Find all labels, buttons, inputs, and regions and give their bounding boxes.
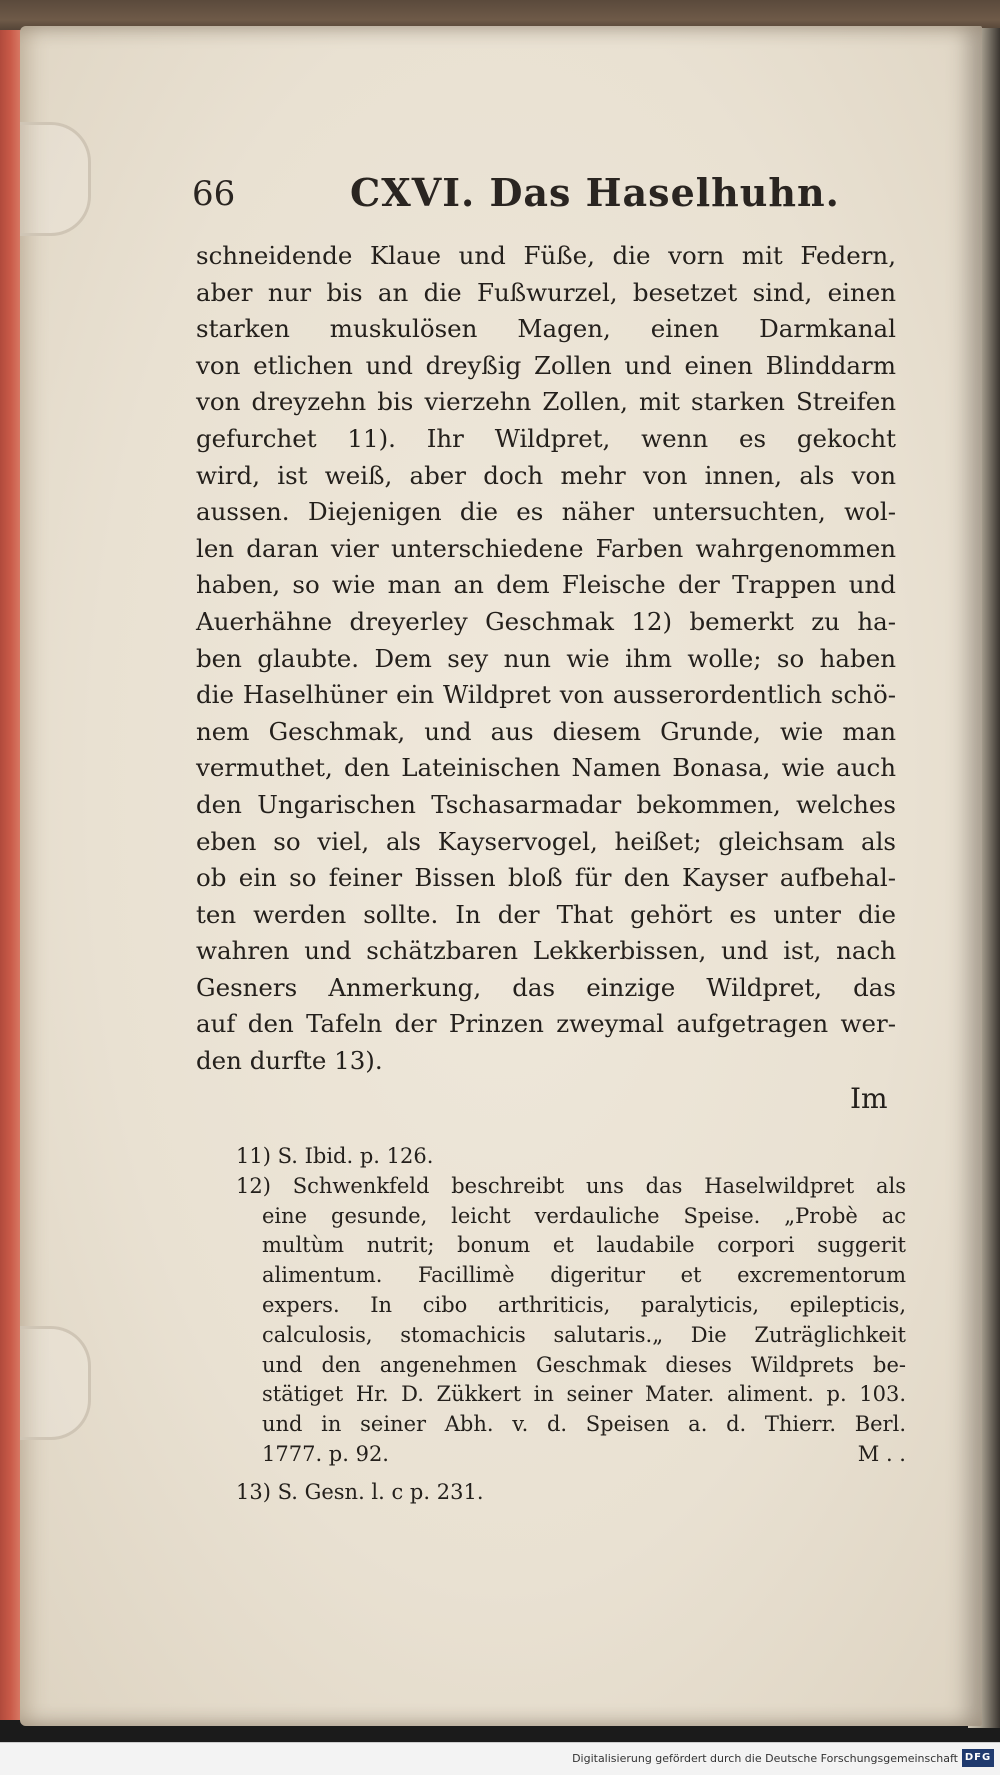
text-line: ten werden sollte. In der That gehört es unter die bbox=[196, 899, 896, 929]
body-text bbox=[196, 238, 896, 1080]
footnote-12-line: multùm nutrit; bonum et laudabile corpori suggerit bbox=[262, 1233, 906, 1258]
text-line: Auerhähne dreyerley Geschmak 12) bemerkt zu ha- bbox=[196, 606, 896, 636]
text-line: vermuthet, den Lateinischen Namen Bonasa, wie auch bbox=[196, 753, 896, 783]
footnote-12-line: stätiget Hr. D. Zükkert in seiner Mater. aliment. p. 103. bbox=[262, 1382, 906, 1407]
footnote-12-line: und den angenehmen Geschmak dieses Wildprets be- bbox=[262, 1352, 906, 1377]
text-line: den durfte 13). bbox=[196, 1046, 383, 1076]
text-line: starken muskulösen Magen, einen Darmkanal bbox=[196, 314, 896, 344]
running-title: CXVI. Das Haselhuhn. bbox=[350, 170, 840, 215]
text-line: Gesners Anmerkung, das einzige Wildpret, das bbox=[196, 972, 896, 1002]
digitization-footer bbox=[0, 1742, 1000, 1775]
text-line: aussen. Diejenigen die es näher untersuchten, wol- bbox=[196, 497, 896, 527]
text-line: len daran vier unterschiedene Farben wahrgenommen bbox=[196, 533, 896, 563]
text-line: eben so viel, als Kayservogel, heißet; gleichsam als bbox=[196, 826, 896, 856]
footnote-12-line: 12) Schwenkfeld beschreibt uns das Haselwildpret als bbox=[236, 1173, 906, 1198]
text-line: den Ungarischen Tschasarmadar bekommen, welches bbox=[196, 789, 896, 819]
text-line: von etlichen und dreyßig Zollen und einen Blinddarm bbox=[196, 350, 896, 380]
page-clip-lower bbox=[20, 1326, 91, 1440]
text-line: haben, so wie man an dem Fleische der Trappen und bbox=[196, 570, 896, 600]
footnote-12-line: und in seiner Abh. v. d. Speisen a. d. Thierr. Berl. bbox=[262, 1412, 906, 1437]
text-line: wird, ist weiß, aber doch mehr von innen, als von bbox=[196, 460, 896, 490]
text-line: schneidende Klaue und Füße, die vorn mit Federn, bbox=[196, 241, 896, 270]
signature-mark: M . . bbox=[857, 1441, 906, 1466]
page-number: 66 bbox=[192, 174, 236, 214]
text-line: nem Geschmak, und aus diesem Grunde, wie man bbox=[196, 716, 896, 746]
footnote-12-line: 1777. p. 92. bbox=[262, 1441, 389, 1466]
dfg-logo: DFG bbox=[962, 1749, 994, 1767]
text-line: die Haselhüner ein Wildpret von ausserordentlich schö- bbox=[196, 680, 896, 710]
text-line: wahren und schätzbaren Lekkerbissen, und ist, nach bbox=[196, 936, 896, 966]
text-line: auf den Tafeln der Prinzen zweymal aufgetragen wer- bbox=[196, 1009, 896, 1039]
footnotes bbox=[236, 1142, 906, 1508]
footnote-12-line: alimentum. Facillimè digeritur et excrementorum bbox=[262, 1263, 906, 1288]
text-line: gefurchet 11). Ihr Wildpret, wenn es gekocht bbox=[196, 423, 896, 453]
text-line: ben glaubte. Dem sey nun wie ihm wolle; so haben bbox=[196, 643, 896, 673]
dfg-credit: Digitalisierung gefördert durch die Deutsche Forschungsgemeinschaft bbox=[572, 1752, 958, 1765]
page-clip-upper bbox=[20, 122, 91, 236]
footnote-12-line: eine gesunde, leicht verdauliche Speise. „Probè ac bbox=[262, 1203, 906, 1228]
text-line: aber nur bis an die Fußwurzel, besetzet sind, einen bbox=[196, 277, 896, 307]
page-header bbox=[170, 168, 910, 228]
footnote-12-line: calculosis, stomachicis salutaris.„ Die Zuträglichkeit bbox=[262, 1322, 906, 1347]
footnote-12-last-row bbox=[236, 1440, 906, 1470]
text-line: ob ein so feiner Bissen bloß für den Kayser aufbehal- bbox=[196, 863, 896, 893]
text-line: von dreyzehn bis vierzehn Zollen, mit starken Streifen bbox=[196, 387, 896, 417]
footnote-11: 11) S. Ibid. p. 126. bbox=[236, 1144, 434, 1168]
footnote-12-line: expers. In cibo arthriticis, paralyticis, epilepticis, bbox=[262, 1292, 906, 1317]
footnote-13: 13) S. Gesn. l. c p. 231. bbox=[236, 1479, 484, 1504]
catchword: Im bbox=[850, 1082, 888, 1115]
